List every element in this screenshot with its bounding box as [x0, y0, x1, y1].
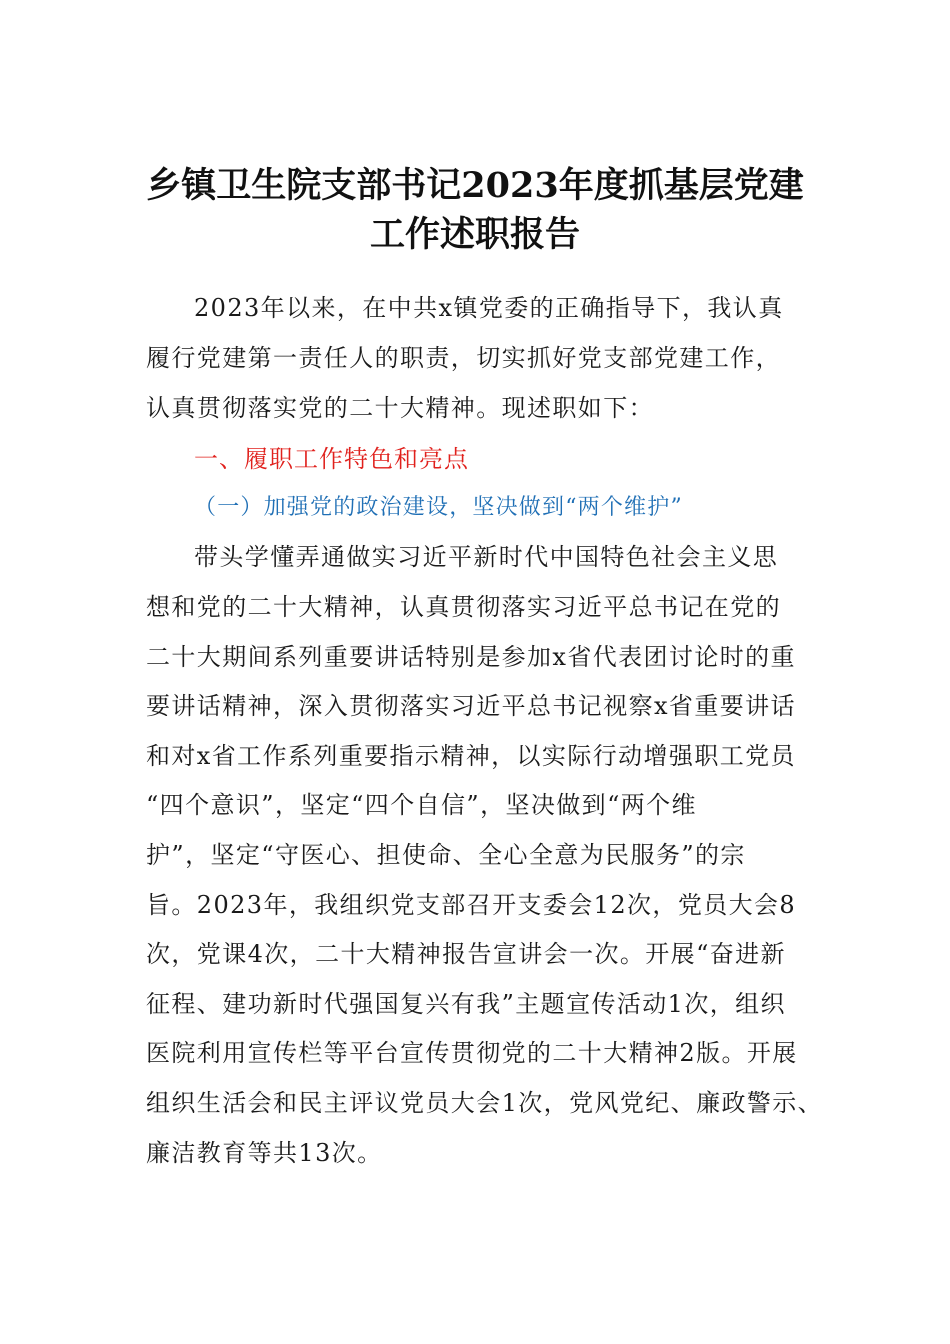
body-line-8: 旨。2023年，我组织党支部召开支委会12次，党员大会8 [146, 891, 797, 919]
intro-line-2: 履行党建第一责任人的职责，切实抓好党支部党建工作， [146, 344, 781, 372]
body-line-13: 廉洁教育等共13次。 [146, 1139, 383, 1167]
title-line-1: 乡镇卫生院支部书记2023年度抓基层党建 [146, 165, 804, 206]
body-line-2: 想和党的二十大精神，认真贯彻落实习近平总书记在党的 [146, 593, 781, 621]
title-line-2: 工作述职报告 [369, 214, 580, 255]
subsection-heading: （一）加强党的政治建设，坚决做到“两个维护” [194, 495, 683, 520]
body-line-9: 次，党课4次，二十大精神报告宣讲会一次。开展“奋进新 [146, 940, 786, 968]
body-line-6: “四个意识”，坚定“四个自信”，坚决做到“两个维 [146, 791, 697, 819]
intro-line-3: 认真贯彻落实党的二十大精神。现述职如下： [146, 394, 654, 422]
body-line-5: 和对x省工作系列重要指示精神，以实际行动增强职工党员 [146, 742, 796, 770]
intro-line-1: 2023年以来，在中共x镇党委的正确指导下，我认真 [194, 294, 784, 322]
body-line-11: 医院利用宣传栏等平台宣传贯彻党的二十大精神2版。开展 [146, 1039, 798, 1067]
body-line-12: 组织生活会和民主评议党员大会1次，党风党纪、廉政警示、 [146, 1089, 824, 1117]
body-line-1: 带头学懂弄通做实习近平新时代中国特色社会主义思 [194, 543, 779, 571]
section-heading: 一、履职工作特色和亮点 [194, 445, 469, 473]
body-line-4: 要讲话精神，深入贯彻落实习近平总书记视察x省重要讲话 [146, 692, 796, 720]
body-line-3: 二十大期间系列重要讲话特别是参加x省代表团讨论时的重 [146, 643, 796, 671]
body-line-10: 征程、建功新时代强国复兴有我”主题宣传活动1次，组织 [146, 990, 786, 1018]
body-line-7: 护”，坚定“守医心、担使命、全心全意为民服务”的宗 [146, 841, 746, 869]
